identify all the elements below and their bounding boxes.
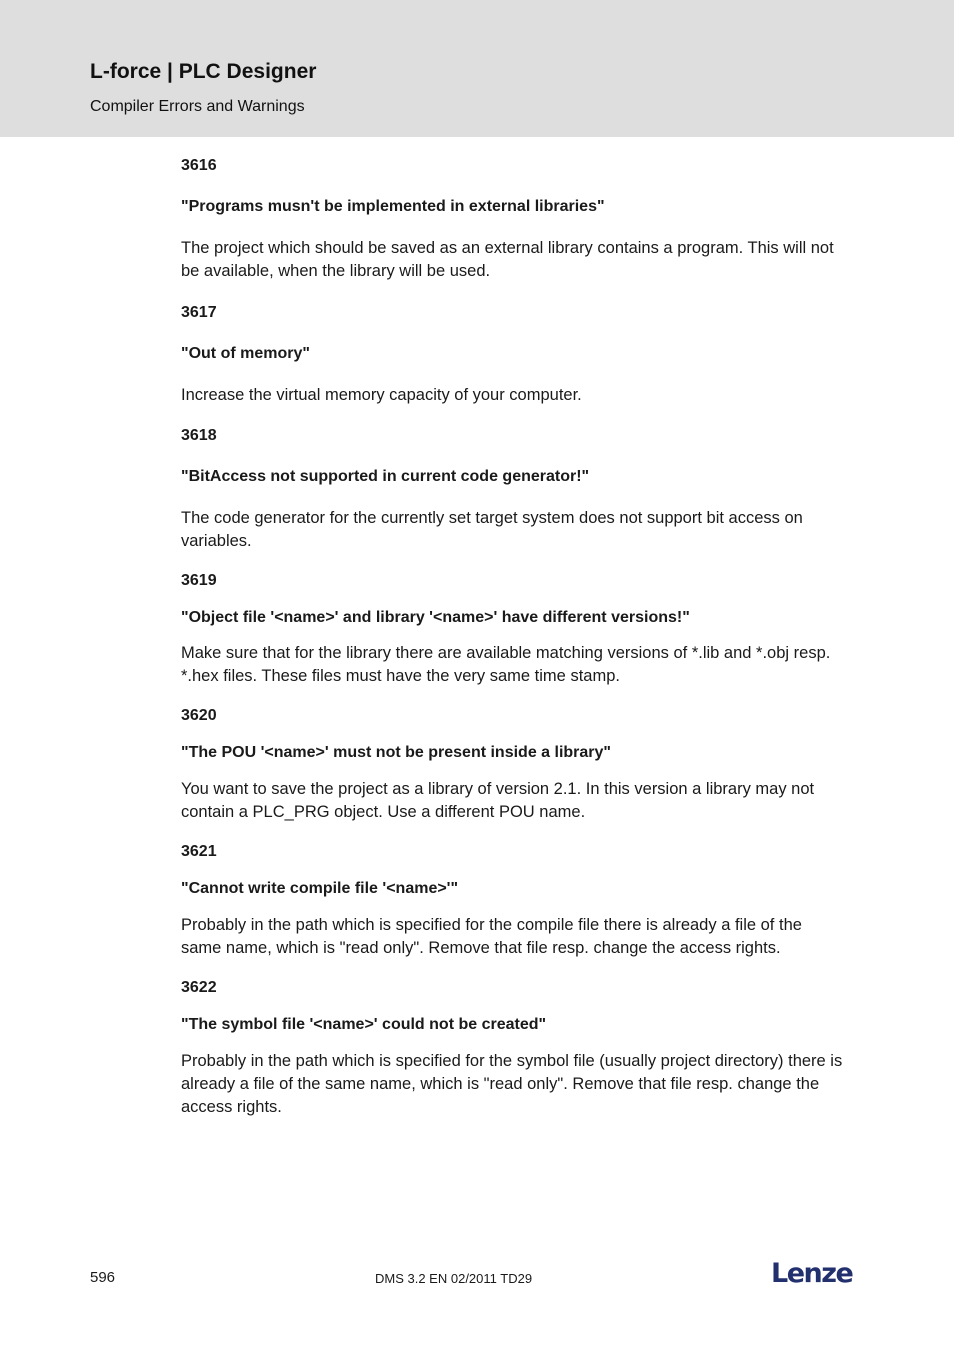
document-title: L-force | PLC Designer	[90, 60, 317, 83]
error-code: 3617	[181, 304, 217, 321]
error-code: 3621	[181, 843, 217, 860]
error-code: 3620	[181, 707, 217, 724]
error-entry	[181, 302, 846, 407]
error-description: You want to save the project as a library of version 2.1. In this version a library may not contain a PLC_PRG object. Use a different POU name.	[181, 780, 815, 821]
error-message: "Object file '<name>' and library '<name>' have different versions!"	[181, 609, 690, 626]
page-header	[0, 0, 954, 137]
error-message: "Out of memory"	[181, 345, 310, 362]
error-code: 3616	[181, 157, 217, 174]
error-code: 3618	[181, 427, 217, 444]
error-message: "BitAccess not supported in current code generator!"	[181, 468, 590, 485]
document-id: DMS 3.2 EN 02/2011 TD29	[375, 1271, 533, 1286]
error-entry	[181, 841, 846, 960]
error-description: Probably in the path which is specified for the compile file there is already a file of the same name, which is "read only". Remove that file resp. change the access rights.	[181, 916, 802, 957]
error-entry	[181, 705, 846, 824]
error-description: Increase the virtual memory capacity of your computer.	[181, 386, 582, 404]
error-entry	[181, 570, 846, 688]
page-number: 596	[90, 1269, 116, 1286]
error-entry	[181, 977, 846, 1119]
error-description: Probably in the path which is specified for the symbol file (usually project directory) there is already a file of the same name, which is "read only". Remove that file resp. change the access rights.	[181, 1052, 843, 1116]
error-message: "Cannot write compile file '<name>'"	[181, 880, 459, 897]
error-list	[181, 155, 846, 1119]
error-entry	[181, 425, 846, 553]
error-message: "Programs musn't be implemented in external libraries"	[181, 198, 605, 215]
error-description: The project which should be saved as an external library contains a program. This will not be available, when the library will be used.	[181, 239, 834, 280]
error-description: Make sure that for the library there are available matching versions of *.lib and *.obj resp. *.hex files. These files must have the very same time stamp.	[181, 644, 831, 685]
lenze-logo: Lenze	[771, 1258, 853, 1289]
error-description: The code generator for the currently set target system does not support bit access on variables.	[181, 509, 803, 550]
chapter-subtitle: Compiler Errors and Warnings	[90, 98, 305, 115]
error-message: "The symbol file '<name>' could not be created"	[181, 1016, 547, 1033]
error-code: 3622	[181, 979, 217, 996]
error-entry	[181, 155, 846, 283]
error-code: 3619	[181, 572, 217, 589]
error-message: "The POU '<name>' must not be present inside a library"	[181, 744, 612, 761]
